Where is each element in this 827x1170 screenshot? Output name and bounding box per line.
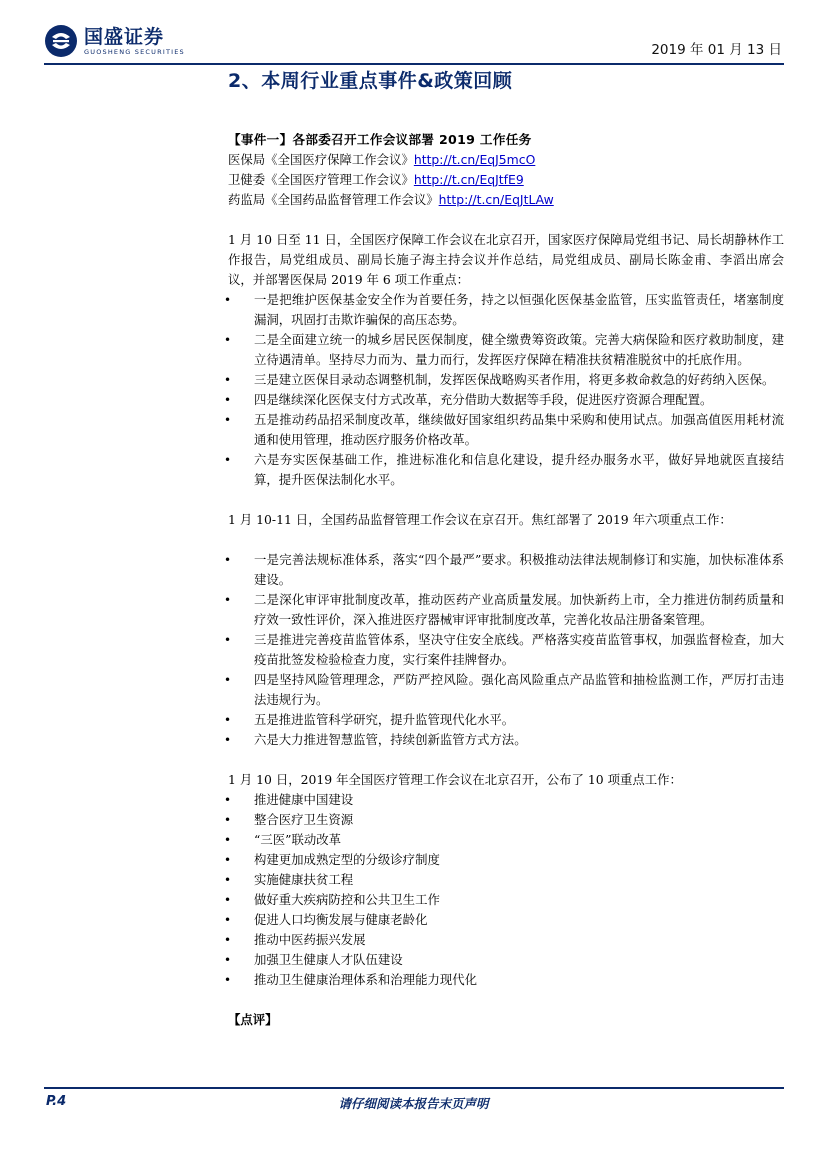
bullet-list [224, 550, 784, 750]
list-item-text: 推动中医药振兴发展 [254, 932, 366, 947]
section-title: 2、本周行业重点事件&政策回顾 [228, 70, 513, 92]
bullet-icon: • [224, 893, 232, 907]
source-label: 医保局《全国医疗保障工作会议》 [228, 152, 414, 167]
bullet-icon: • [224, 673, 232, 687]
logo-english-name: GUOSHENG SECURITIES [84, 48, 185, 56]
bullet-icon: • [224, 853, 232, 867]
list-item-text: 加强卫生健康人才队伍建设 [254, 952, 403, 967]
source-line [228, 150, 784, 170]
paragraph: 1 月 10 日至 11 日，全国医疗保障工作会议在北京召开，国家医疗保障局党组书记、局长胡静林作工作报告，局党组成员、副局长施子海主持会议并作总结，局党组成员、副局长陈金甫、李滔出席会议，并部署医保局 2019 年 6 项工作重点： [228, 232, 784, 287]
source-line [228, 170, 784, 190]
bullet-icon: • [224, 333, 232, 347]
bullet-icon: • [224, 393, 232, 407]
bullet-icon: • [224, 413, 232, 427]
list-item-text: 六是大力推进智慧监管，持续创新监管方式方法。 [254, 732, 527, 747]
list-item-text: 推进健康中国建设 [254, 792, 354, 807]
company-logo [44, 24, 185, 58]
bullet-icon: • [224, 913, 232, 927]
footer-divider [44, 1087, 784, 1089]
list-item [224, 550, 784, 590]
list-item [224, 370, 784, 390]
event-title: 【事件一】各部委召开工作会议部署 2019 工作任务 [228, 132, 532, 147]
bullet-icon: • [224, 973, 232, 987]
source-link[interactable]: http://t.cn/EqJ5mcO [413, 152, 536, 167]
list-item [224, 730, 784, 750]
list-item-text: 做好重大疾病防控和公共卫生工作 [254, 892, 440, 907]
list-item [224, 390, 784, 410]
logo-chinese-name: 国盛证券 [84, 26, 165, 48]
bullet-icon: • [224, 553, 232, 567]
bullet-icon: • [224, 873, 232, 887]
bullet-icon: • [224, 373, 232, 387]
list-item [224, 710, 784, 730]
list-item-text: 五是推进监管科学研究，提升监管现代化水平。 [254, 712, 515, 727]
source-line [228, 190, 784, 210]
bullet-list [224, 790, 784, 990]
source-label: 药监局《全国药品监督管理工作会议》 [228, 192, 439, 207]
list-item [224, 970, 784, 990]
list-item [224, 590, 784, 630]
report-date: 2019 年 01 月 13 日 [651, 42, 782, 58]
list-item [224, 850, 784, 870]
bullet-icon: • [224, 833, 232, 847]
bullet-icon: • [224, 713, 232, 727]
list-item-text: “三医”联动改革 [254, 832, 342, 847]
list-item-text: 促进人口均衡发展与健康老龄化 [254, 912, 428, 927]
bullet-icon: • [224, 933, 232, 947]
bullet-icon: • [224, 793, 232, 807]
list-item [224, 810, 784, 830]
main-content [224, 130, 784, 1030]
bullet-icon: • [224, 453, 232, 467]
header-divider [44, 63, 784, 65]
bullet-icon: • [224, 953, 232, 967]
list-item-text: 三是建立医保目录动态调整机制，发挥医保战略购买者作用，将更多救命救急的好药纳入医保。 [254, 372, 775, 387]
list-item-text: 实施健康扶贫工程 [254, 872, 354, 887]
source-link[interactable]: http://t.cn/EqJtfE9 [413, 172, 524, 187]
bullet-icon: • [224, 293, 232, 307]
logo-icon [44, 24, 78, 58]
paragraph: 1 月 10-11 日，全国药品监督管理工作会议在京召开。焦红部署了 2019 年六项重点工作： [228, 512, 732, 527]
list-item [224, 890, 784, 910]
list-item-text: 六是夯实医保基础工作，推进标准化和信息化建设，提升经办服务水平，做好异地就医直接结算，提升医保法制化水平。 [254, 452, 784, 487]
bullet-icon: • [224, 593, 232, 607]
list-item [224, 930, 784, 950]
footer-disclaimer: 请仔细阅读本报告末页声明 [338, 1096, 489, 1111]
bullet-icon: • [224, 813, 232, 827]
list-item-text: 五是推动药品招采制度改革，继续做好国家组织药品集中采购和使用试点。加强高值医用耗材流通和使用管理，推动医疗服务价格改革。 [254, 412, 784, 447]
list-item [224, 910, 784, 930]
review-label: 【点评】 [228, 1012, 278, 1027]
list-item-text: 三是推进完善疫苗监管体系，坚决守住安全底线。严格落实疫苗监管事权，加强监督检查，加大疫苗批签发检验检查力度，实行案件挂牌督办。 [254, 632, 784, 667]
page-header [44, 22, 784, 66]
list-item [224, 950, 784, 970]
source-link[interactable]: http://t.cn/EqJtLAw [438, 192, 554, 207]
list-item [224, 870, 784, 890]
list-item [224, 330, 784, 370]
bullet-icon: • [224, 633, 232, 647]
list-item-text: 构建更加成熟定型的分级诊疗制度 [254, 852, 440, 867]
list-item [224, 410, 784, 450]
list-item-text: 二是深化审评审批制度改革，推动医药产业高质量发展。加快新药上市，全力推进仿制药质量和疗效一致性评价，深入推进医疗器械审评审批制度改革，完善化妆品注册备案管理。 [254, 592, 784, 627]
paragraph: 1 月 10 日，2019 年全国医疗管理工作会议在北京召开，公布了 10 项重点工作： [228, 772, 682, 787]
list-item-text: 四是坚持风险管理理念，严防严控风险。强化高风险重点产品监管和抽检监测工作，严厉打击违法违规行为。 [254, 672, 784, 707]
list-item [224, 830, 784, 850]
source-label: 卫健委《全国医疗管理工作会议》 [228, 172, 414, 187]
list-item-text: 整合医疗卫生资源 [254, 812, 354, 827]
list-item [224, 450, 784, 490]
list-item-text: 二是全面建立统一的城乡居民医保制度，健全缴费筹资政策。完善大病保险和医疗救助制度，建立待遇清单。坚持尽力而为、量力而行，发挥医疗保障在精准扶贫精准脱贫中的托底作用。 [254, 332, 784, 367]
page-number: P.4 [46, 1094, 67, 1109]
bullet-icon: • [224, 733, 232, 747]
list-item-text: 一是完善法规标准体系，落实“四个最严”要求。积极推动法律法规制修订和实施，加快标准体系建设。 [254, 552, 784, 587]
list-item [224, 670, 784, 710]
list-item-text: 一是把维护医保基金安全作为首要任务，持之以恒强化医保基金监管，压实监管责任，堵塞制度漏洞，巩固打击欺诈骗保的高压态势。 [254, 292, 784, 327]
list-item-text: 推动卫生健康治理体系和治理能力现代化 [254, 972, 478, 987]
list-item-text: 四是继续深化医保支付方式改革，充分借助大数据等手段，促进医疗资源合理配置。 [254, 392, 713, 407]
list-item [224, 630, 784, 670]
bullet-list [224, 290, 784, 490]
list-item [224, 290, 784, 330]
list-item [224, 790, 784, 810]
